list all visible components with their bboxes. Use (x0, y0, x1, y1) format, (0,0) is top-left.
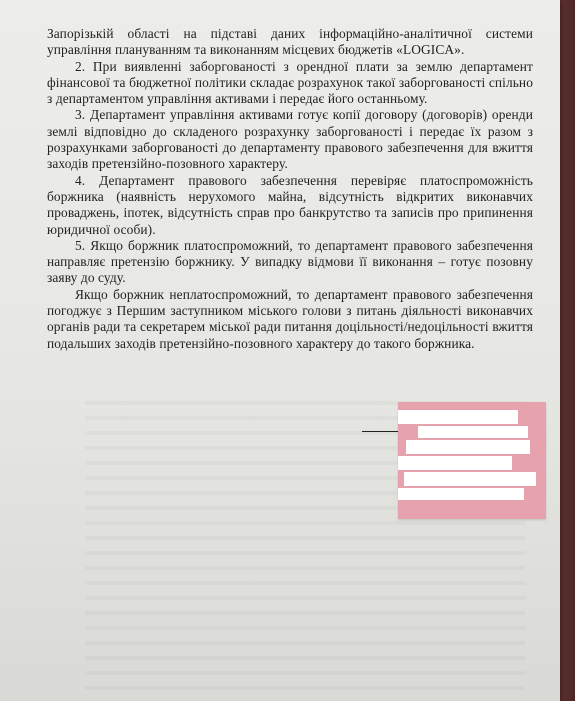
paragraph-1: Запорізькій області на підставі даних інформаційно-аналітичної системи управління плануванням та виконанням місцевих бюджетів «LOGICA». (47, 26, 533, 58)
redaction-block (406, 440, 530, 454)
paragraph-3: 3. Департамент управління активами готує копії договору (договорів) оренди землі відповідно до складеного розрахунку заборгованості і передає їх разом з розрахунками заборгованості до департаменту правового забезпечення для вжиття заходів претензійно-позовного характеру. (47, 107, 533, 172)
redaction-block (398, 410, 518, 424)
redaction-block (404, 472, 536, 486)
paragraph-6: Якщо боржник неплатоспроможний, то департамент правового забезпечення погоджує з Першим заступником міського голови з питань діяльності виконавчих органів ради та секретарем міської ради питання доцільності/недоцільності вжиття подальших заходів претензійно-позовного характеру до такого боржника. (47, 286, 533, 351)
sticky-note (398, 402, 546, 519)
paragraph-2: 2. При виявленні заборгованості з орендної плати за землю департамент фінансової та бюджетної політики складає розрахунок такої заборгованості спільно з департаментом управління активами і передає його останньому. (47, 58, 533, 107)
document-body (47, 26, 533, 352)
redaction-block (398, 456, 512, 470)
paragraph-5: 5. Якщо боржник платоспроможний, то департамент правового забезпечення направляє претензію боржнику. У випадку відмови її виконання – готує позовну заяву до суду. (47, 237, 533, 286)
redaction-block (418, 426, 528, 438)
redaction-block (398, 488, 524, 500)
paragraph-4: 4. Департамент правового забезпечення перевіряє платоспроможність боржника (наявність нерухомого майна, відсутність відкритих виконавчих проваджень, іпотек, відсутність справ про банкрутство та записів про припинення юридичної особи). (47, 172, 533, 237)
